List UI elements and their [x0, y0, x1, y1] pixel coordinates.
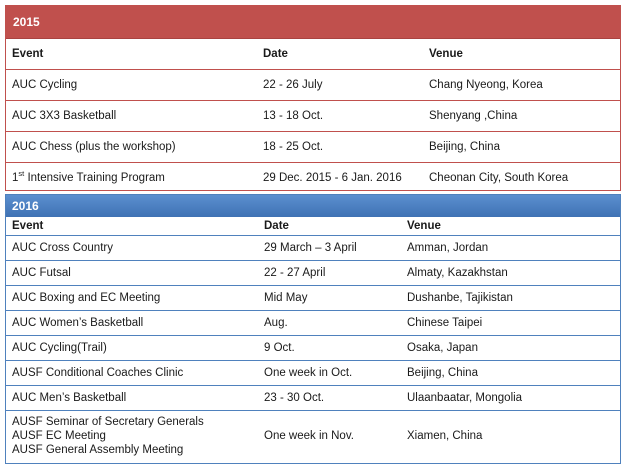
date-cell: 13 - 18 Oct. [263, 110, 324, 122]
table-row [6, 261, 620, 286]
venue-cell: Almaty, Kazakhstan [407, 267, 508, 279]
event-cell: AUC 3X3 Basketball [12, 110, 117, 122]
venue-cell: Shenyang ,China [429, 110, 518, 122]
venue-cell: Chang Nyeong, Korea [429, 79, 543, 91]
event-cell: AUC Men’s Basketball [12, 392, 127, 404]
event-ordinal: 1 [12, 172, 19, 184]
table-row [6, 101, 620, 132]
table-row [6, 336, 620, 361]
table-row [6, 411, 620, 462]
event-cell [12, 163, 165, 193]
table-row [6, 163, 620, 193]
date-cell: One week in Nov. [264, 430, 354, 442]
table-row [6, 70, 620, 101]
event-cell: AUC Boxing and EC Meeting [12, 292, 161, 304]
event-cell: AUC Cross Country [12, 242, 113, 254]
table-2016 [5, 194, 621, 464]
table-row [6, 361, 620, 386]
column-header-event: Event [12, 48, 44, 60]
column-header-date: Date [264, 220, 289, 232]
event-cell: AUC Cycling [12, 79, 78, 91]
venue-cell: Beijing, China [429, 141, 500, 153]
event-cell: AUC Cycling(Trail) [12, 342, 107, 354]
venue-cell: Xiamen, China [407, 430, 483, 442]
table-row [6, 311, 620, 336]
venue-cell: Ulaanbaatar, Mongolia [407, 392, 523, 404]
venue-cell: Chinese Taipei [407, 317, 483, 329]
event-cell: AUC Futsal [12, 267, 71, 279]
column-header-date: Date [263, 48, 288, 60]
date-cell: 18 - 25 Oct. [263, 141, 324, 153]
venue-cell: Dushanbe, Tajikistan [407, 292, 513, 304]
venue-cell: Beijing, China [407, 367, 478, 379]
event-line: AUSF EC Meeting [12, 430, 106, 442]
event-cell [12, 415, 204, 457]
year-header-2015: 2015 [6, 6, 620, 39]
table-header-row [6, 39, 620, 70]
date-cell: 22 - 26 July [263, 79, 323, 91]
date-cell: Aug. [264, 317, 288, 329]
date-cell: 9 Oct. [264, 342, 295, 354]
table-row [6, 236, 620, 261]
event-line: AUSF General Assembly Meeting [12, 444, 184, 456]
event-ordinal-suffix: st [18, 169, 25, 179]
column-header-venue: Venue [429, 48, 463, 60]
table-row [6, 286, 620, 311]
event-line: AUSF Seminar of Secretary Generals [12, 416, 204, 428]
column-header-event: Event [12, 220, 44, 232]
table-row [6, 132, 620, 163]
table-2015 [5, 5, 621, 191]
event-cell: AUSF Conditional Coaches Clinic [12, 367, 184, 379]
table-header-row [6, 217, 620, 236]
year-header-2016: 2016 [6, 195, 620, 217]
date-cell: 29 Dec. 2015 - 6 Jan. 2016 [263, 172, 402, 184]
event-cell: AUC Chess (plus the workshop) [12, 141, 176, 153]
date-cell: 29 March – 3 April [264, 242, 357, 254]
date-cell: 23 - 30 Oct. [264, 392, 325, 404]
date-cell: Mid May [264, 292, 308, 304]
venue-cell: Cheonan City, South Korea [429, 172, 569, 184]
venue-cell: Osaka, Japan [407, 342, 478, 354]
event-cell: AUC Women’s Basketball [12, 317, 144, 329]
event-title: Intensive Training Program [24, 172, 165, 184]
venue-cell: Amman, Jordan [407, 242, 489, 254]
table-row [6, 386, 620, 411]
date-cell: One week in Oct. [264, 367, 353, 379]
date-cell: 22 - 27 April [264, 267, 326, 279]
column-header-venue: Venue [407, 220, 441, 232]
